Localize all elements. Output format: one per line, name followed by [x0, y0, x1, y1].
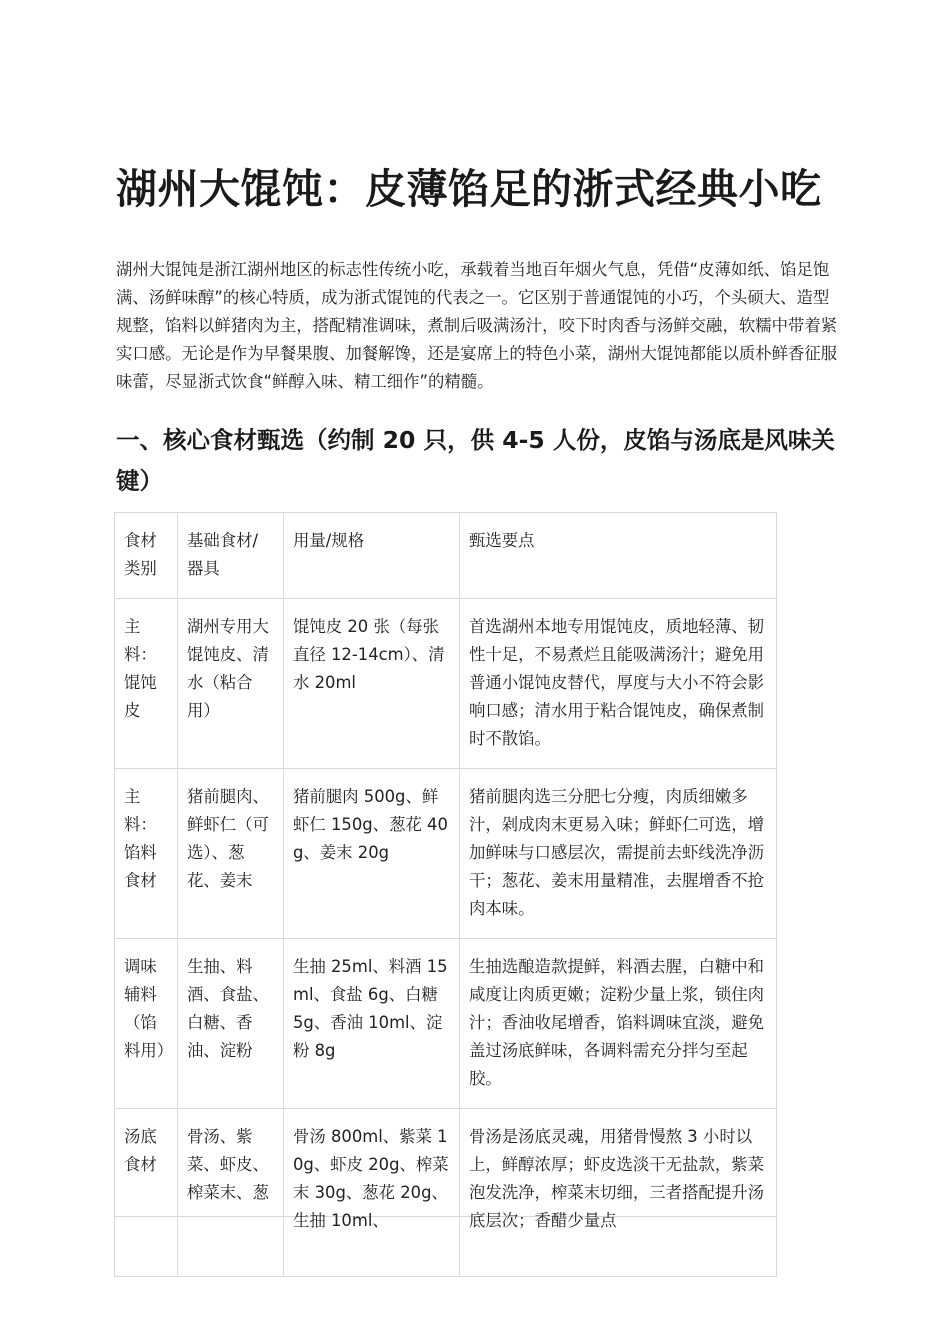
notes-cell: 生抽选酿造款提鲜，料酒去腥，白糖中和咸度让肉质更嫩；淀粉少量上浆，锁住肉汁；香油收尾增香，馅料调味宜淡，避免盖过汤底鲜味，各调料需充分拌匀至起胶。 — [460, 939, 777, 1109]
notes-cell: 骨汤是汤底灵魂，用猪骨慢熬 3 小时以上，鲜醇浓厚；虾皮选淡干无盐款，紫菜泡发洗净，榨菜末切细，三者搭配提升汤底层次；香醋少量点 — [460, 1109, 777, 1277]
table-row — [115, 769, 777, 939]
amount-cell: 馄饨皮 20 张（每张直径 12-14cm）、清水 20ml — [284, 599, 460, 769]
table-header-row — [115, 513, 777, 599]
amount-cell: 生抽 25ml、料酒 15ml、食盐 6g、白糖 5g、香油 10ml、淀粉 8g — [284, 939, 460, 1109]
items-cell: 生抽、料酒、食盐、白糖、香油、淀粉 — [178, 939, 284, 1109]
table-header-cell: 基础食材/器具 — [178, 513, 284, 599]
intro-paragraph: 湖州大馄饨是浙江湖州地区的标志性传统小吃，承载着当地百年烟火气息，凭借“皮薄如纸、馅足饱满、汤鲜味醇”的核心特质，成为浙式馄饨的代表之一。它区别于普通馄饨的小巧，个头硕大、造型规整，馅料以鲜猪肉为主，搭配精准调味，煮制后吸满汤汁，咬下时肉香与汤鲜交融，软糯中带着紧实口感。无论是作为早餐果腹、加餐解馋，还是宴席上的特色小菜，湖州大馄饨都能以质朴鲜香征服味蕾，尽显浙式饮食“鲜醇入味、精工细作”的精髓。 — [116, 260, 838, 391]
category-cell: 调味辅料（馅料用） — [115, 939, 178, 1109]
notes-cell: 首选湖州本地专用馄饨皮，质地轻薄、韧性十足，不易煮烂且能吸满汤汁；避免用普通小馄饨皮替代，厚度与大小不符会影响口感；清水用于粘合馄饨皮，确保煮制时不散馅。 — [460, 599, 777, 769]
category-cell: 主料：馄饨皮 — [115, 599, 178, 769]
items-cell: 骨汤、紫菜、虾皮、榨菜末、葱 — [178, 1109, 284, 1277]
table-header-cell: 用量/规格 — [284, 513, 460, 599]
category-cell: 汤底食材 — [115, 1109, 178, 1277]
amount-cell: 猪前腿肉 500g、鲜虾仁 150g、葱花 40g、姜末 20g — [284, 769, 460, 939]
table-row — [115, 1109, 777, 1277]
table-row — [115, 599, 777, 769]
items-cell: 湖州专用大馄饨皮、清水（粘合用） — [178, 599, 284, 769]
category-cell: 主料：馅料食材 — [115, 769, 178, 939]
amount-cell: 骨汤 800ml、紫菜 10g、虾皮 20g、榨菜末 30g、葱花 20g、生抽 10ml、 — [284, 1109, 460, 1277]
table-header-cell: 甄选要点 — [460, 513, 777, 599]
table-header-cell: 食材类别 — [115, 513, 178, 599]
section-heading: 一、核心食材甄选（约制 20 只，供 4-5 人份，皮馅与汤底是风味关键） — [116, 426, 835, 495]
items-cell: 猪前腿肉、鲜虾仁（可选）、葱花、姜末 — [178, 769, 284, 939]
page-title: 湖州大馄饨：皮薄馅足的浙式经典小吃 — [116, 165, 822, 213]
table-row — [115, 939, 777, 1109]
ingredients-table — [114, 512, 777, 1277]
notes-cell: 猪前腿肉选三分肥七分瘦，肉质细嫩多汁，剁成肉末更易入味；鲜虾仁可选，增加鲜味与口感层次，需提前去虾线洗净沥干；葱花、姜末用量精准，去腥增香不抢肉本味。 — [460, 769, 777, 939]
ingredients-table-container — [114, 512, 776, 1230]
